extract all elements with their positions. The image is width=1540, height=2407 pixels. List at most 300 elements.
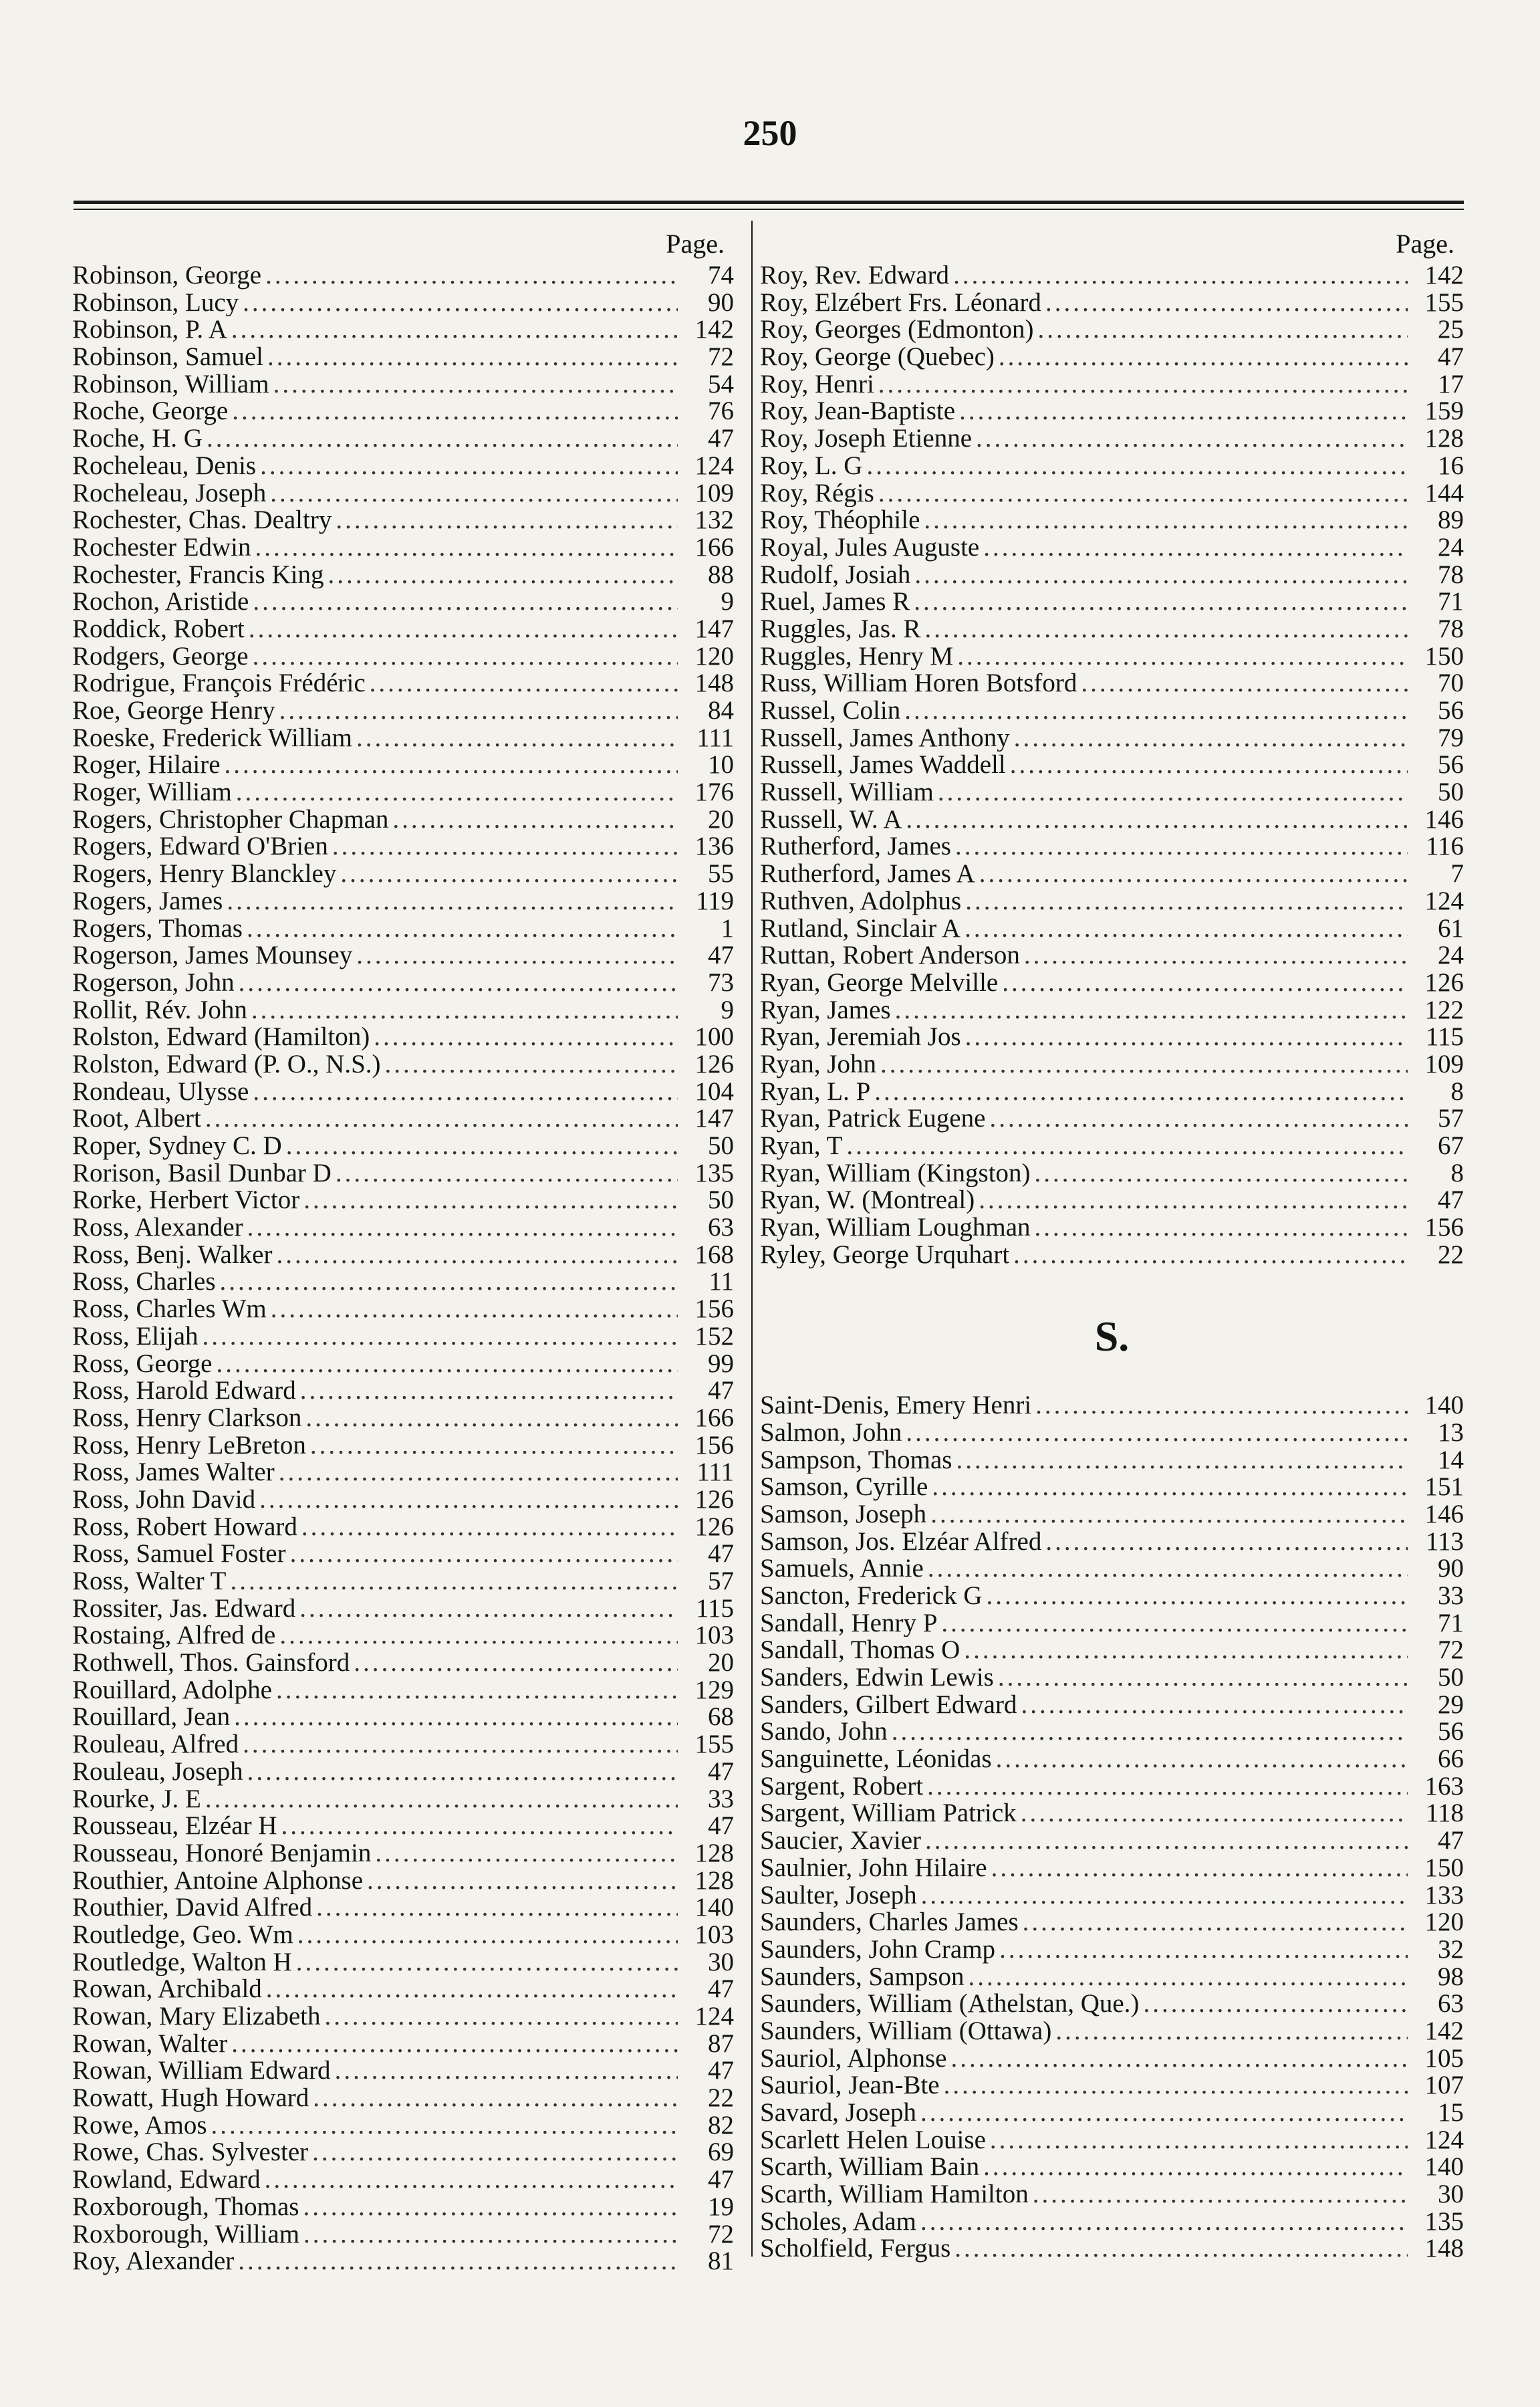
entry-name: Rogers, Thomas — [72, 915, 243, 943]
dot-leader — [281, 1813, 678, 1840]
dot-leader — [239, 969, 678, 997]
entry-name: Rowland, Edward — [72, 2166, 261, 2194]
entry-name: Russell, James Anthony — [760, 724, 1010, 752]
dot-leader — [1055, 2018, 1408, 2045]
index-entry — [760, 779, 1464, 806]
entry-page-number: 72 — [708, 344, 734, 371]
right-page-header: Page. — [1396, 229, 1454, 259]
dot-leader — [259, 1486, 678, 1514]
index-entry — [760, 425, 1464, 453]
index-entry — [72, 1078, 734, 1106]
entry-page-number: 128 — [694, 1839, 734, 1867]
index-entry — [72, 2166, 734, 2194]
entry-name: Roeske, Frederick William — [72, 724, 353, 752]
entry-name: Sandall, Henry P — [760, 1609, 938, 1637]
index-entry — [760, 588, 1464, 616]
index-entry — [72, 1622, 734, 1649]
entry-page-number: 84 — [708, 697, 734, 725]
dot-leader — [996, 1746, 1408, 1773]
index-entry — [72, 1786, 734, 1813]
index-entry — [760, 643, 1464, 671]
dot-leader — [328, 562, 678, 589]
dot-leader — [906, 1419, 1408, 1447]
dot-leader — [303, 2194, 678, 2221]
index-entry — [72, 1677, 734, 1704]
dot-leader — [225, 752, 678, 779]
dot-leader — [266, 1976, 678, 2003]
index-entry — [760, 997, 1464, 1024]
entry-name: Rogers, Christopher Chapman — [72, 806, 389, 834]
entry-name: Rochon, Aristide — [72, 588, 249, 616]
entry-name: Saunders, William (Ottawa) — [760, 2017, 1052, 2045]
index-entry — [760, 1990, 1464, 2018]
dot-leader — [367, 1867, 678, 1895]
entry-page-number: 8 — [1450, 1159, 1464, 1187]
index-entry — [72, 562, 734, 589]
entry-name: Sauriol, Jean-Bte — [760, 2072, 940, 2099]
dot-leader — [279, 1459, 678, 1486]
index-entry — [72, 425, 734, 453]
entry-name: Ruthven, Adolphus — [760, 887, 962, 915]
entry-name: Saunders, William (Athelstan, Que.) — [760, 1990, 1140, 2018]
entry-page-number: 122 — [1424, 996, 1464, 1024]
entry-name: Ryan, William (Kingston) — [760, 1159, 1031, 1187]
index-entry — [760, 2018, 1464, 2045]
dot-leader — [271, 1296, 678, 1323]
entry-name: Ross, Charles — [72, 1268, 216, 1296]
entry-page-number: 124 — [694, 452, 734, 480]
entry-name: Rothwell, Thos. Gainsford — [72, 1649, 350, 1677]
entry-name: Saulter, Joseph — [760, 1881, 917, 1910]
index-entry — [72, 2057, 734, 2085]
entry-page-number: 166 — [694, 1404, 734, 1432]
entry-page-number: 14 — [1438, 1446, 1464, 1474]
index-entry — [760, 344, 1464, 371]
entry-page-number: 19 — [708, 2193, 734, 2221]
entry-page-number: 100 — [694, 1024, 734, 1051]
entry-page-number: 63 — [1438, 1990, 1464, 2018]
entry-name: Rowan, William Edward — [72, 2057, 331, 2085]
index-entry — [760, 2235, 1464, 2263]
entry-name: Rouleau, Joseph — [72, 1758, 243, 1786]
dot-leader — [953, 262, 1408, 290]
index-entry — [760, 1078, 1464, 1106]
dot-leader — [336, 1160, 678, 1187]
entry-page-number: 50 — [1438, 779, 1464, 806]
index-entry — [760, 371, 1464, 398]
index-entry — [760, 1419, 1464, 1447]
index-entry — [72, 1731, 734, 1758]
entry-name: Ross, James Walter — [72, 1459, 275, 1486]
entry-name: Saint-Denis, Emery Henri — [760, 1392, 1032, 1419]
entry-page-number: 124 — [1424, 2126, 1464, 2154]
dot-leader — [987, 1583, 1408, 1610]
entry-page-number: 50 — [1438, 1664, 1464, 1692]
entry-page-number: 1 — [721, 915, 734, 943]
dot-leader — [312, 2139, 678, 2166]
dot-leader — [243, 1731, 678, 1758]
index-entry — [72, 1813, 734, 1840]
entry-name: Rutherford, James A — [760, 861, 975, 888]
dot-leader — [247, 915, 678, 943]
entry-page-number: 133 — [1424, 1881, 1464, 1910]
entry-page-number: 166 — [694, 534, 734, 562]
right-index-column — [760, 226, 1464, 2263]
entry-name: Royal, Jules Auguste — [760, 534, 980, 562]
dot-leader — [990, 2127, 1408, 2154]
dot-leader — [238, 2248, 678, 2275]
dot-leader — [999, 344, 1408, 371]
dot-leader — [231, 2031, 678, 2058]
dot-leader — [216, 1351, 678, 1378]
dot-leader — [273, 371, 678, 398]
entry-page-number: 89 — [1438, 507, 1464, 534]
dot-leader — [267, 344, 678, 371]
entry-page-number: 11 — [709, 1268, 734, 1296]
index-entry — [72, 670, 734, 697]
dot-leader — [991, 1855, 1408, 1882]
entry-page-number: 30 — [708, 1948, 734, 1976]
entry-name: Rowan, Archibald — [72, 1976, 262, 2003]
index-entry — [72, 643, 734, 671]
index-entry — [72, 969, 734, 997]
index-entry — [760, 942, 1464, 969]
entry-name: Ryan, James — [760, 996, 891, 1024]
index-entry — [72, 1976, 734, 2003]
entry-page-number: 118 — [1425, 1800, 1464, 1828]
entry-page-number: 33 — [708, 1785, 734, 1813]
header-rule-thick — [74, 201, 1464, 204]
index-entry — [72, 1540, 734, 1568]
index-entry — [760, 1964, 1464, 1991]
dot-leader — [904, 697, 1408, 725]
index-entry — [760, 2127, 1464, 2154]
entry-page-number: 70 — [1438, 670, 1464, 697]
entry-page-number: 90 — [708, 289, 734, 317]
index-entry — [760, 316, 1464, 344]
entry-page-number: 156 — [1424, 1214, 1464, 1242]
dot-leader — [336, 507, 678, 534]
entry-page-number: 47 — [708, 942, 734, 969]
entry-name: Routhier, David Alfred — [72, 1894, 313, 1922]
left-entry-list — [72, 262, 734, 2275]
entry-page-number: 7 — [1450, 861, 1464, 888]
index-entry — [72, 371, 734, 398]
dot-leader — [301, 1514, 678, 1541]
index-entry — [760, 1692, 1464, 1719]
index-entry — [760, 453, 1464, 480]
index-entry — [72, 1486, 734, 1514]
entry-name: Roy, Alexander — [72, 2248, 235, 2275]
entry-page-number: 113 — [1425, 1528, 1464, 1556]
dot-leader — [231, 1568, 678, 1595]
index-entry — [72, 1268, 734, 1296]
entry-name: Ross, Harold Edward — [72, 1377, 296, 1405]
entry-name: Rouillard, Jean — [72, 1704, 231, 1732]
index-entry — [760, 1827, 1464, 1855]
index-entry — [72, 290, 734, 317]
index-entry — [760, 1474, 1464, 1501]
entry-page-number: 116 — [1425, 833, 1464, 861]
entry-page-number: 47 — [708, 1813, 734, 1840]
dot-leader — [205, 1105, 678, 1133]
entry-page-number: 155 — [1424, 289, 1464, 317]
entry-page-number: 107 — [1424, 2072, 1464, 2099]
index-entry — [72, 1758, 734, 1786]
index-entry — [72, 453, 734, 480]
dot-leader — [1024, 942, 1408, 969]
index-entry — [72, 2003, 734, 2031]
dot-leader — [255, 534, 678, 562]
entry-page-number: 159 — [1424, 398, 1464, 426]
left-index-column — [72, 226, 734, 2275]
index-entry — [72, 752, 734, 779]
entry-page-number: 119 — [695, 887, 734, 915]
index-entry — [760, 1187, 1464, 1214]
dot-leader — [1014, 725, 1408, 752]
entry-page-number: 54 — [708, 370, 734, 398]
dot-leader — [310, 1432, 678, 1460]
dot-leader — [969, 1964, 1408, 1991]
entry-name: Roy, Jean-Baptiste — [760, 398, 956, 426]
index-entry — [760, 1882, 1464, 1910]
dot-leader — [392, 806, 678, 834]
index-entry — [72, 1649, 734, 1677]
index-entry — [760, 1051, 1464, 1078]
section-gap — [760, 1268, 1464, 1296]
dot-leader — [965, 1024, 1408, 1051]
entry-page-number: 76 — [708, 398, 734, 426]
entry-name: Ryan, Jeremiah Jos — [760, 1024, 961, 1051]
index-entry — [760, 480, 1464, 507]
entry-name: Routledge, Walton H — [72, 1948, 292, 1976]
dot-leader — [316, 1894, 678, 1922]
entry-name: Ross, Walter T — [72, 1568, 227, 1595]
index-entry — [72, 2221, 734, 2249]
entry-name: Ross, Samuel Foster — [72, 1540, 286, 1568]
entry-name: Ross, Benj. Walker — [72, 1241, 273, 1269]
dot-leader — [231, 316, 678, 344]
entry-name: Rocheleau, Joseph — [72, 479, 267, 507]
entry-name: Roy, L. G — [760, 452, 863, 480]
entry-name: Saunders, Sampson — [760, 1963, 965, 1991]
entry-page-number: 103 — [694, 1622, 734, 1650]
entry-page-number: 111 — [696, 1459, 734, 1486]
dot-leader — [964, 1637, 1408, 1664]
entry-name: Sanguinette, Léonidas — [760, 1746, 992, 1773]
index-entry — [72, 942, 734, 969]
entry-page-number: 128 — [1424, 425, 1464, 453]
entry-name: Robinson, George — [72, 262, 262, 290]
index-entry — [760, 752, 1464, 779]
entry-page-number: 148 — [694, 670, 734, 697]
entry-name: Rowe, Chas. Sylvester — [72, 2139, 309, 2167]
index-entry — [760, 1024, 1464, 1051]
entry-page-number: 156 — [694, 1296, 734, 1323]
entry-name: Ross, George — [72, 1350, 213, 1378]
entry-page-number: 87 — [708, 2030, 734, 2058]
dot-leader — [286, 1133, 678, 1160]
entry-page-number: 29 — [1438, 1691, 1464, 1719]
entry-name: Sauriol, Alphonse — [760, 2045, 947, 2073]
entry-name: Roe, George Henry — [72, 697, 275, 725]
index-entry — [760, 1637, 1464, 1664]
dot-leader — [297, 1922, 678, 1949]
index-entry — [760, 1133, 1464, 1160]
entry-page-number: 136 — [694, 833, 734, 861]
entry-page-number: 72 — [1438, 1637, 1464, 1664]
dot-leader — [1021, 1800, 1408, 1827]
dot-leader — [998, 1664, 1408, 1692]
index-entry — [760, 562, 1464, 589]
entry-name: Sargent, William Patrick — [760, 1800, 1017, 1828]
dot-leader — [260, 453, 678, 480]
dot-leader — [303, 1187, 678, 1214]
dot-leader — [920, 2099, 1408, 2127]
index-entry — [760, 1214, 1464, 1242]
entry-name: Rutherford, James — [760, 833, 951, 861]
dot-leader — [203, 1323, 678, 1351]
dot-leader — [243, 290, 678, 317]
index-entry — [760, 1392, 1464, 1419]
entry-name: Roy, Henri — [760, 370, 874, 398]
entry-name: Scarlett Helen Louise — [760, 2126, 986, 2154]
entry-page-number: 150 — [1424, 643, 1464, 671]
entry-name: Rogers, James — [72, 887, 223, 915]
entry-page-number: 61 — [1438, 915, 1464, 943]
entry-page-number: 56 — [1438, 1718, 1464, 1746]
entry-name: Ruel, James R — [760, 588, 910, 616]
index-entry — [72, 1377, 734, 1405]
dot-leader — [279, 1622, 678, 1649]
dot-leader — [925, 616, 1408, 643]
index-entry — [72, 1922, 734, 1949]
dot-leader — [979, 1187, 1408, 1214]
dot-leader — [959, 398, 1408, 425]
entry-page-number: 57 — [1438, 1105, 1464, 1133]
index-entry — [760, 915, 1464, 943]
entry-name: Sanders, Gilbert Edward — [760, 1691, 1017, 1719]
entry-page-number: 124 — [694, 2003, 734, 2031]
entry-page-number: 47 — [708, 1540, 734, 1568]
dot-leader — [247, 1214, 678, 1242]
entry-page-number: 47 — [708, 1377, 734, 1405]
dot-leader — [1081, 670, 1408, 697]
index-entry — [760, 670, 1464, 697]
index-entry — [760, 2208, 1464, 2236]
entry-page-number: 17 — [1438, 370, 1464, 398]
index-entry — [72, 1133, 734, 1160]
entry-name: Roddick, Robert — [72, 615, 245, 643]
entry-name: Scarth, William Bain — [760, 2154, 980, 2182]
entry-page-number: 47 — [708, 2166, 734, 2194]
entry-name: Rowan, Walter — [72, 2030, 228, 2058]
dot-leader — [303, 2221, 678, 2249]
dot-leader — [270, 480, 678, 507]
entry-page-number: 13 — [1438, 1419, 1464, 1447]
index-entry — [760, 2099, 1464, 2127]
dot-leader — [965, 888, 1408, 915]
entry-page-number: 66 — [1438, 1746, 1464, 1773]
index-entry — [760, 1936, 1464, 1964]
dot-leader — [276, 1242, 678, 1269]
entry-page-number: 30 — [1438, 2181, 1464, 2208]
entry-page-number: 22 — [1438, 1241, 1464, 1269]
entry-page-number: 115 — [1425, 1024, 1464, 1051]
dot-leader — [914, 588, 1408, 616]
dot-leader — [979, 861, 1408, 888]
dot-leader — [941, 1610, 1408, 1637]
dot-leader — [1035, 1392, 1408, 1419]
entry-page-number: 73 — [708, 969, 734, 997]
entry-name: Root, Albert — [72, 1105, 201, 1133]
entry-page-number: 78 — [1438, 561, 1464, 589]
dot-leader — [313, 2085, 678, 2112]
index-entry — [760, 1664, 1464, 1692]
dot-leader — [920, 2208, 1408, 2236]
dot-leader — [227, 888, 678, 915]
index-entry — [72, 534, 734, 562]
dot-leader — [251, 997, 678, 1024]
entry-page-number: 128 — [694, 1867, 734, 1895]
index-entry — [72, 888, 734, 915]
index-entry — [760, 861, 1464, 888]
index-entry — [760, 398, 1464, 425]
dot-leader — [1045, 290, 1408, 317]
dot-leader — [356, 725, 678, 752]
index-entry — [72, 806, 734, 834]
dot-leader — [1035, 1214, 1408, 1242]
entry-name: Roy, Joseph Etienne — [760, 425, 973, 453]
index-entry — [72, 1949, 734, 1976]
index-entry — [760, 2181, 1464, 2208]
dot-leader — [956, 1447, 1408, 1474]
dot-leader — [866, 453, 1408, 480]
dot-leader — [944, 2072, 1408, 2099]
dot-leader — [370, 670, 678, 697]
left-page-header: Page. — [666, 229, 725, 259]
index-entry — [72, 316, 734, 344]
index-entry — [72, 833, 734, 861]
dot-leader — [290, 1540, 678, 1568]
index-entry — [72, 1894, 734, 1922]
dot-leader — [232, 398, 678, 425]
dot-leader — [279, 697, 678, 725]
index-entry — [760, 2045, 1464, 2073]
dot-leader — [253, 588, 678, 616]
entry-page-number: 78 — [1438, 615, 1464, 643]
entry-page-number: 111 — [696, 724, 734, 752]
dot-leader — [1013, 1242, 1408, 1269]
entry-page-number: 88 — [708, 561, 734, 589]
dot-leader — [983, 2154, 1408, 2181]
entry-page-number: 47 — [708, 1976, 734, 2003]
dot-leader — [324, 2003, 678, 2031]
entry-name: Ross, Alexander — [72, 1214, 243, 1242]
dot-leader — [249, 616, 678, 643]
entry-name: Roche, H. G — [72, 425, 203, 453]
entry-page-number: 50 — [708, 1187, 734, 1215]
entry-name: Robinson, William — [72, 370, 269, 398]
index-entry — [72, 1840, 734, 1867]
index-entry — [760, 969, 1464, 997]
dot-leader — [930, 1501, 1408, 1528]
entry-name: Russell, James Waddell — [760, 752, 1006, 780]
dot-leader — [234, 1704, 678, 1731]
dot-leader — [205, 1786, 678, 1813]
entry-name: Rodrigue, François Frédéric — [72, 670, 366, 697]
index-entry — [72, 1704, 734, 1731]
